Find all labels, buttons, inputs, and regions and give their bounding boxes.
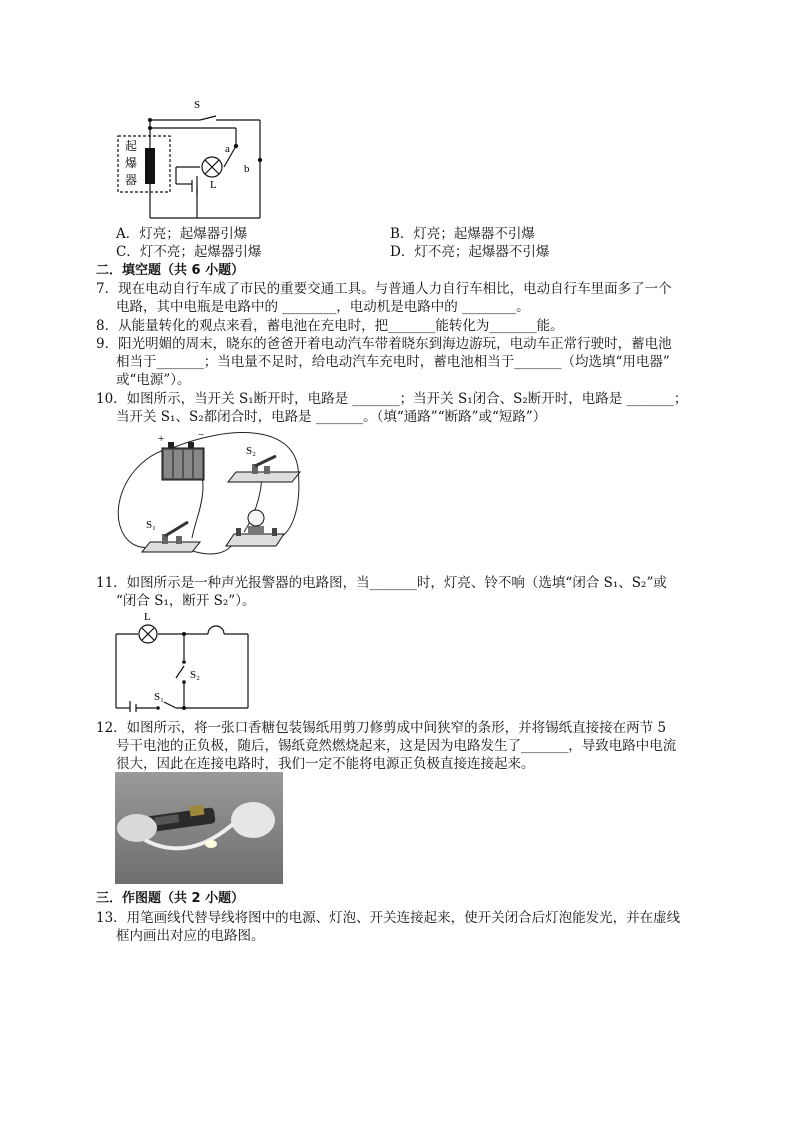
section2-title: 二．填空题（共 6 小题） [96,263,245,278]
q6-option-a: A．灯亮；起爆器引爆 [116,226,248,242]
switch-s2-label: S₂ [246,445,256,457]
switch-s1-label: S₁ [146,519,156,531]
q9-line1: 9．阳光明媚的周末，晓东的爸爸开着电动汽车带着晓东到海边游玩，电动车正常行驶时，蓄电池 [96,336,672,352]
lamp-l-label: L [144,611,151,623]
q7-line1: 7．现在电动自行车成了市民的重要交通工具。与普通人力自行车相比，电动自行车里面多了一个 [96,281,672,297]
q13-line1: 13．用笔画线代替导线将图中的电源、灯泡、开关连接起来，使开关闭合后灯泡能发光，并在虚线 [96,910,681,926]
battery-plus-label: + [158,433,165,445]
switch-s-label: S [194,99,201,111]
q11-line2: “闭合 S₁，断开 S₂”）。 [116,593,256,609]
switch-s2-label: S₂ [190,669,200,681]
q9-line2: 相当于_______；当电量不足时，给电动汽车充电时，蓄电池相当于_______（均选填“用电器” [116,354,670,370]
q6-circuit-diagram [112,96,272,222]
q7-line2: 电路，其中电瓶是电路中的 ________，电动机是电路中的 ________。 [116,299,530,315]
q11-line1: 11．如图所示是一种声光报警器的电路图，当_______时，灯亮、铃不响（选填“闭合 S₁、S₂”或 [96,575,667,591]
detonator-char-2: 爆 [125,156,138,170]
q6-option-c: C．灯不亮；起爆器引爆 [116,244,262,260]
battery-minus-label: − [198,429,205,441]
q12-line1: 12．如图所示，将一张口香糖包装锡纸用剪刀修剪成中间狭窄的条形，并将锡纸直接接在两节 5 [96,720,667,736]
q12-line3: 很大，因此在连接电路时，我们一定不能将电源正负极直接连接起来。 [116,756,535,772]
q12-photo [115,772,283,884]
q10-line2: 当开关 S₁、S₂都闭合时，电路是 _______。（填“通路”“断路”或“短路”） [116,409,547,425]
q6-option-b: B．灯亮；起爆器不引爆 [390,226,535,242]
detonator-char-3: 器 [125,173,138,187]
detonator-char-1: 起 [125,139,138,153]
q10-line1: 10．如图所示，当开关 S₁断开时，电路是 _______；当开关 S₁闭合、S₂断开时，电路是 _______； [96,391,688,407]
q8-line1: 8．从能量转化的观点来看，蓄电池在充电时，把_______能转化为_______能。 [96,318,564,334]
q10-physical-circuit [112,428,308,566]
q12-line2: 号干电池的正负极，随后，锡纸竟然燃烧起来，这是因为电路发生了_______，导致电路中电流 [116,738,677,754]
lamp-l-label: L [210,179,217,191]
point-b-label: b [244,163,250,175]
q6-option-d: D．灯不亮；起爆器不引爆 [390,244,550,260]
q11-alarm-circuit [112,608,252,712]
switch-s1-label: S₁ [154,691,164,703]
section3-title: 三．作图题（共 2 小题） [96,891,245,906]
point-a-label: a [225,143,230,155]
q9-line3: 或“电源”）。 [116,372,191,388]
q13-line2: 框内画出对应的电路图。 [116,928,265,944]
